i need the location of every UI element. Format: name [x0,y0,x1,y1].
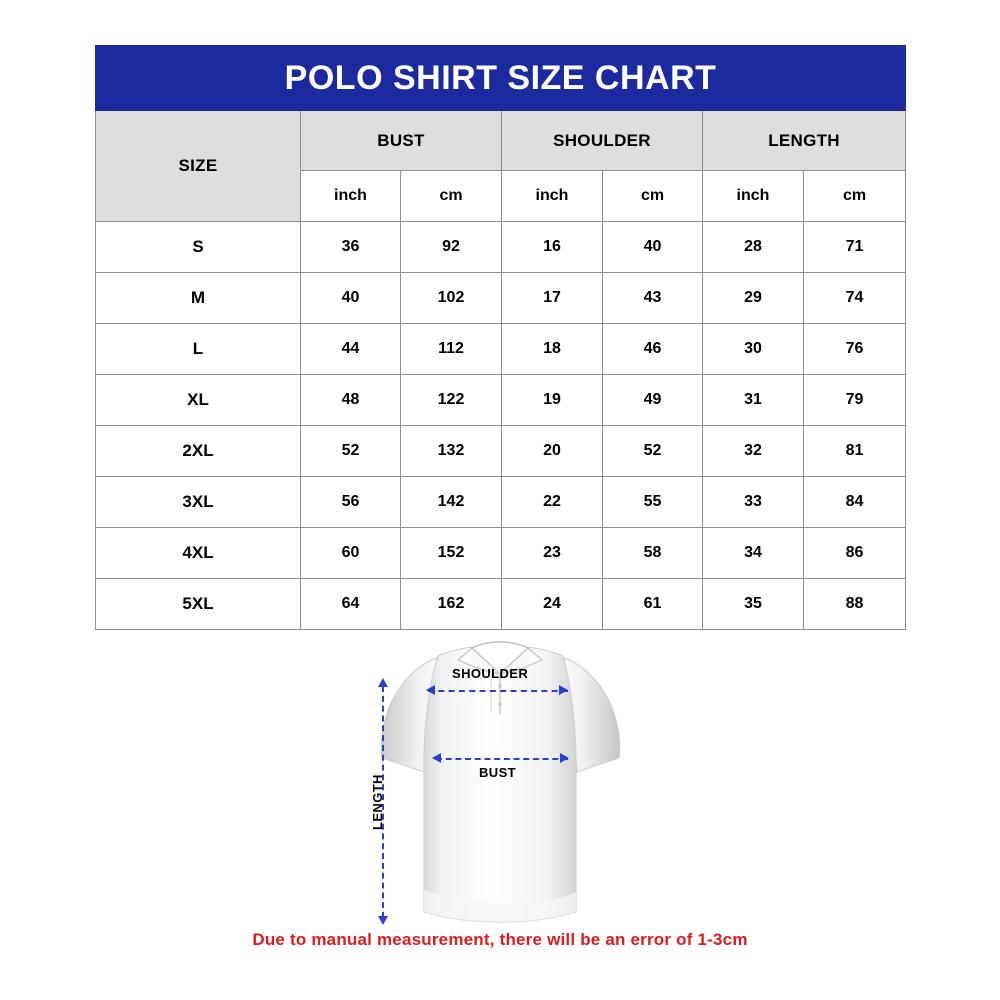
shoulder-arrow-right [559,685,568,695]
cell-length-inch: 33 [703,477,804,528]
cell-length-cm: 76 [804,324,906,375]
cell-bust-cm: 152 [401,528,502,579]
cell-bust-cm: 112 [401,324,502,375]
unit-length-cm: cm [804,171,906,222]
cell-bust-inch: 60 [301,528,401,579]
cell-shoulder-cm: 58 [603,528,703,579]
table-row [96,528,906,579]
cell-shoulder-cm: 52 [603,426,703,477]
row-size: 4XL [96,528,301,579]
cell-length-cm: 79 [804,375,906,426]
cell-bust-inch: 64 [301,579,401,630]
cell-length-cm: 86 [804,528,906,579]
size-chart-table [95,45,906,630]
cell-shoulder-inch: 20 [502,426,603,477]
cell-bust-cm: 162 [401,579,502,630]
cell-shoulder-cm: 61 [603,579,703,630]
polo-shirt-icon [378,640,623,925]
cell-shoulder-inch: 17 [502,273,603,324]
cell-bust-inch: 56 [301,477,401,528]
cell-bust-cm: 132 [401,426,502,477]
header-size: SIZE [96,111,301,222]
cell-bust-cm: 92 [401,222,502,273]
length-arrow-up [378,678,388,687]
unit-shoulder-inch: inch [502,171,603,222]
bust-label: BUST [479,765,516,780]
row-size: 2XL [96,426,301,477]
cell-length-cm: 74 [804,273,906,324]
shoulder-arrow-left [426,685,435,695]
cell-bust-inch: 52 [301,426,401,477]
table-title-row [96,46,906,111]
row-size: L [96,324,301,375]
cell-shoulder-inch: 23 [502,528,603,579]
table-row [96,375,906,426]
cell-length-inch: 30 [703,324,804,375]
unit-shoulder-cm: cm [603,171,703,222]
cell-bust-cm: 142 [401,477,502,528]
bust-measure-line [436,758,568,760]
bust-arrow-right [560,753,569,763]
page-title: POLO SHIRT SIZE CHART [96,46,906,111]
table-row [96,222,906,273]
cell-length-inch: 31 [703,375,804,426]
table-row [96,426,906,477]
cell-shoulder-inch: 18 [502,324,603,375]
row-size: M [96,273,301,324]
length-arrow-down [378,916,388,925]
cell-shoulder-cm: 40 [603,222,703,273]
cell-length-inch: 35 [703,579,804,630]
table-header-row [96,111,906,171]
row-size: S [96,222,301,273]
cell-shoulder-cm: 46 [603,324,703,375]
cell-bust-inch: 44 [301,324,401,375]
cell-bust-inch: 48 [301,375,401,426]
cell-shoulder-inch: 24 [502,579,603,630]
header-length: LENGTH [703,111,906,171]
cell-length-cm: 71 [804,222,906,273]
table-row [96,579,906,630]
cell-shoulder-cm: 55 [603,477,703,528]
cell-bust-inch: 36 [301,222,401,273]
cell-length-inch: 32 [703,426,804,477]
cell-bust-cm: 102 [401,273,502,324]
table-row [96,324,906,375]
row-size: XL [96,375,301,426]
cell-shoulder-inch: 19 [502,375,603,426]
row-size: 5XL [96,579,301,630]
header-bust: BUST [301,111,502,171]
unit-bust-cm: cm [401,171,502,222]
size-chart-container [95,45,905,630]
shoulder-label: SHOULDER [452,666,529,681]
table-row [96,477,906,528]
cell-length-inch: 28 [703,222,804,273]
cell-length-cm: 88 [804,579,906,630]
cell-length-inch: 29 [703,273,804,324]
measurement-note: Due to manual measurement, there will be an error of 1-3cm [252,930,748,949]
shoulder-measure-line [428,690,568,692]
cell-shoulder-cm: 49 [603,375,703,426]
cell-bust-cm: 122 [401,375,502,426]
cell-length-cm: 84 [804,477,906,528]
cell-shoulder-inch: 16 [502,222,603,273]
unit-bust-inch: inch [301,171,401,222]
row-size: 3XL [96,477,301,528]
cell-shoulder-inch: 22 [502,477,603,528]
cell-length-inch: 34 [703,528,804,579]
cell-bust-inch: 40 [301,273,401,324]
header-shoulder: SHOULDER [502,111,703,171]
cell-shoulder-cm: 43 [603,273,703,324]
unit-length-inch: inch [703,171,804,222]
bust-arrow-left [432,753,441,763]
measurement-illustration [0,630,1000,930]
cell-length-cm: 81 [804,426,906,477]
length-label: LENGTH [370,774,385,830]
table-row [96,273,906,324]
